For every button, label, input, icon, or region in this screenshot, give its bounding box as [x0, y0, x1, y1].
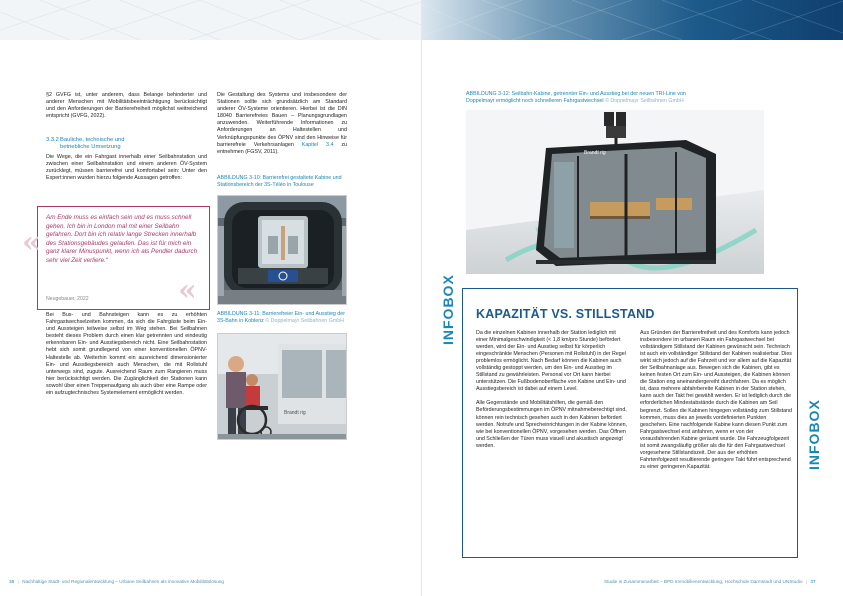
quote-source: Neugebauer, 2022: [46, 296, 89, 302]
quote-mark-close-icon: «: [178, 273, 197, 308]
photo-credit: © Doppelmayr Seilbahnen GmbH: [604, 98, 684, 105]
wheelchair-boarding-illustration: [218, 334, 347, 440]
right-page-header-band: [422, 0, 843, 40]
cabin-brand-label: Brandt rig: [284, 410, 306, 416]
section-title-line2: betriebliche Umsetzung: [60, 144, 121, 151]
left-footer: 36 | Nachhaltige Stadt- und Regionalentwicklung – Urbane Seilbahnen als innovative Mobilitätslösung: [9, 579, 225, 584]
paragraph: Alle Gegenstände und Mobilitätshilfen, die gemäß den Beförderungsbestimmungen im ÖPNV mitnahmeberechtigt sind, können rein technisch gesehen auch in den Kabinen befördert werden. Notrufe und Sprecheinrichtungen in der Kabine können, wie bei konventionellen ÖPNV, vorgesehen werden. Das Öffnen und Schließen der Türen muss visuell und akustisch angezeigt werden.: [476, 400, 628, 449]
figure-3-11-photo: [217, 333, 347, 440]
quote-text: Am Ende muss es einfach sein und es muss schnell gehen. Ich bin in London mal mit einer Seilbahn gefahren. Dort bin ich relativ lange Strecken innerhalb des Stationsgebäudes gelaufen. Das ist für mich ein ganz klarer Minuspunkt, wenn ich als Pendler dadurch sehr viel Zeit verliere.“: [46, 214, 198, 264]
footer-title: Nachhaltige Stadt- und Regionalentwicklung – Urbane Seilbahnen als innovative Mobilitätslösung: [22, 579, 225, 584]
figure-3-10-caption: [217, 175, 348, 189]
right-footer: Studie in Zusammenarbeit – BPD Immobilienentwicklung, Hochschule Darmstadt und UNStudio | 37: [604, 579, 816, 584]
section-title-line1: Bauliche, technische und: [60, 137, 125, 143]
section-number: 3.3.2: [46, 137, 59, 143]
paragraph: §2 GVFG ist, unter anderem, dass Belange behinderter und anderer Menschen mit Mobilitätsbeeinträchtigung berücksichtigt und den Anforderungen der Barrierefreiheit möglichst weitreichend entspricht (GVFG, 2022).: [46, 92, 207, 120]
infobox-col1: [476, 330, 628, 450]
render-brand-label: Brandt rig: [584, 150, 606, 156]
paragraph: Aus Gründen der Barrierefreiheit und des Komforts kann jedoch insbesondere im urbanen Raum ein Fahrgastwechsel bei vollständigem Stillstand der Kabinen gewünscht sein. Technisch ist auch ein vollständiger Stillstand der Kabinen realisierbar. Dies wirkt sich jedoch auf die Fahrzeit und vor allem auf die Kapazität der Seilbahnanlage aus. Bewegen sich die Kabinen, gibt es keinen festen Ort zum Ein- und Aussteigen, die Kabinen können die Station eng aneinandergereiht durchfahren. Da es möglich ist, dass mehrere abfahrbereite Kabinen in der Station stehen, kann auch der Takt frei gewählt werden. Er ist lediglich durch die erforderlichen Mindestabstände durch die Kabinen am Seil begrenzt. Sollen die Kabinen hingegen vollständig zum Stillstand kommen, muss dies an jeweils vordefinierten Punkten geschehen. Eine nachfolgende Kabine kann diesen Punkt zum Fahrgastwechsel erst anfahren, wenn er von der vorausfahrenden Kabine geräumt wurde. Die Fahrzeugfolgezeit ist somit zwangsläufig größer als die für den Fahrgastwechsel vorgesehene Stillstandszeit. Der aus der erhöhten Fahrtenfolgezeit resultierende geringere Takt führt entsprechend zu einer geringeren Kapazität.: [640, 330, 792, 470]
text-run: Die Gestaltung des Systems und insbesondere der Stationen sollte sich grundsätzlich am Standard anderer ÖV-Systeme orientieren. Hierbei ist die DIN 18040 Barrierefreies Bauen – Planungsgrundlagen anzuwenden. Weiterführende Informationen zu Anforderungen an Haltestellen und Verknüpfungspunkte des ÖPNV sind den Hinweise für barrierefreie Verkehrsanlagen: [217, 92, 347, 148]
header-pattern-left: [0, 0, 421, 40]
left-page-header-band: [0, 0, 421, 40]
caption-text: ABBILDUNG 3-10: Barrierefrei gestaltete Kabine und Stationsbereich der 3S-Téléo in Toulouse: [217, 175, 342, 189]
section-heading-3-3-2: [46, 137, 206, 152]
left-col1-para2: [46, 154, 207, 182]
figure-3-11-caption: [217, 311, 348, 325]
paragraph: Da die einzelnen Kabinen innerhalb der Station lediglich mit einer Minimalgeschwindigkeit (< 1,8 km/pro Stunde) befördert werden, wird der Ein- und Ausstieg selbst für körperlich eingeschränkte Menschen (Personen mit Rollstuhl) in der Regel problemlos ermöglicht. Nach Bedarf können die Kabinen auch vollständig gestoppt werden, um den Ein- und Ausstieg im Stillstand zu gewährleisten. Personal vor Ort kann hierbei unterstützen. Die Fußbodenoberfläche von Kabine und Ein- und Ausstiegsbereich ist dabei auf einem Level.: [476, 330, 626, 393]
chapter-link[interactable]: Kapitel 3.4: [301, 141, 334, 148]
paragraph: [217, 92, 347, 156]
caption-text: ABBILDUNG 3-11: Barrierefreier Ein- und Ausstieg der 3S-Bahn in Koblenz: [217, 311, 345, 325]
figure-3-12-render: [466, 110, 764, 274]
infobox-col2: [640, 330, 792, 471]
photo-credit: © Doppelmayr Seilbahnen GmbH: [265, 318, 344, 325]
paragraph: Die Wege, die ein Fahrgast innerhalb einer Seilbahnstation und zwischen einer Seilbahnstation und einem anderen ÖV-System zurücklegt, müssen barrierefrei und komfortabel sein: Unter den Expert:innen wurden hierzu folgende Aussagen getroffen:: [46, 154, 207, 182]
footer-text: Studie in Zusammenarbeit – BPD Immobilienentwicklung, Hochschule Darmstadt und UNStudio: [604, 579, 803, 584]
page-number: 37: [810, 579, 816, 584]
page-spine: [421, 0, 422, 596]
header-pattern-right: [422, 0, 843, 40]
text-run: zu entnehmen (FGSV, 2011).: [217, 141, 347, 155]
quote-mark-open-icon: «: [22, 225, 41, 260]
infobox-title: KAPAZITÄT VS. STILLSTAND: [476, 307, 655, 321]
infobox-label-right: INFOBOX: [806, 399, 822, 470]
paragraph: Bei Bus- und Bahnsteigen kann es zu erhöhten Fahrgastwechselzeiten kommen, da sich die Fahrgäste beim Ein- und Aussteigen teilweise selbst im Weg stehen. Bei Seilbahnen besteht dieses Problem durch einen klar getrennten und eindeutig erkennbaren Ein- und Ausstiegsbereich nicht. Eine Seilbahnstation hebt sich somit grundlegend von einer konventionellen ÖPNV-Haltestelle ab. Weiterhin kommt ein ausreichend dimensionierter Ein- und Ausstiegsbereich auch Menschen, die mit Rollstuhl unterwegs sind, zugute. Ausreichend Raum zum Rangieren muss hier berücksichtigt werden. Die Zugänglichkeit der Stationen kann sowohl über einen Treppenaufgang als auch über eine Rampe oder ein aufzugtechnisches Systemelement ermöglicht werden.: [46, 312, 207, 397]
figure-3-10-photo: [217, 195, 347, 305]
tri-line-cabin-render: [466, 110, 764, 274]
infobox-label-left: INFOBOX: [440, 274, 456, 345]
caption-text: ABBILDUNG 3-12: Seilbahn-Kabine, getrennter Ein- und Ausstieg bei der neuen TRI-Line von Doppelmayr ermöglicht noch schnelleren Fahrgastwechsel: [466, 91, 686, 105]
figure-3-12-caption: [466, 91, 706, 105]
left-col1-para1: [46, 92, 207, 120]
left-col1-para3: [46, 312, 207, 397]
page-number: 36: [9, 579, 15, 584]
cabin-interior-illustration: [218, 196, 347, 305]
left-col2-para1: [217, 92, 347, 156]
